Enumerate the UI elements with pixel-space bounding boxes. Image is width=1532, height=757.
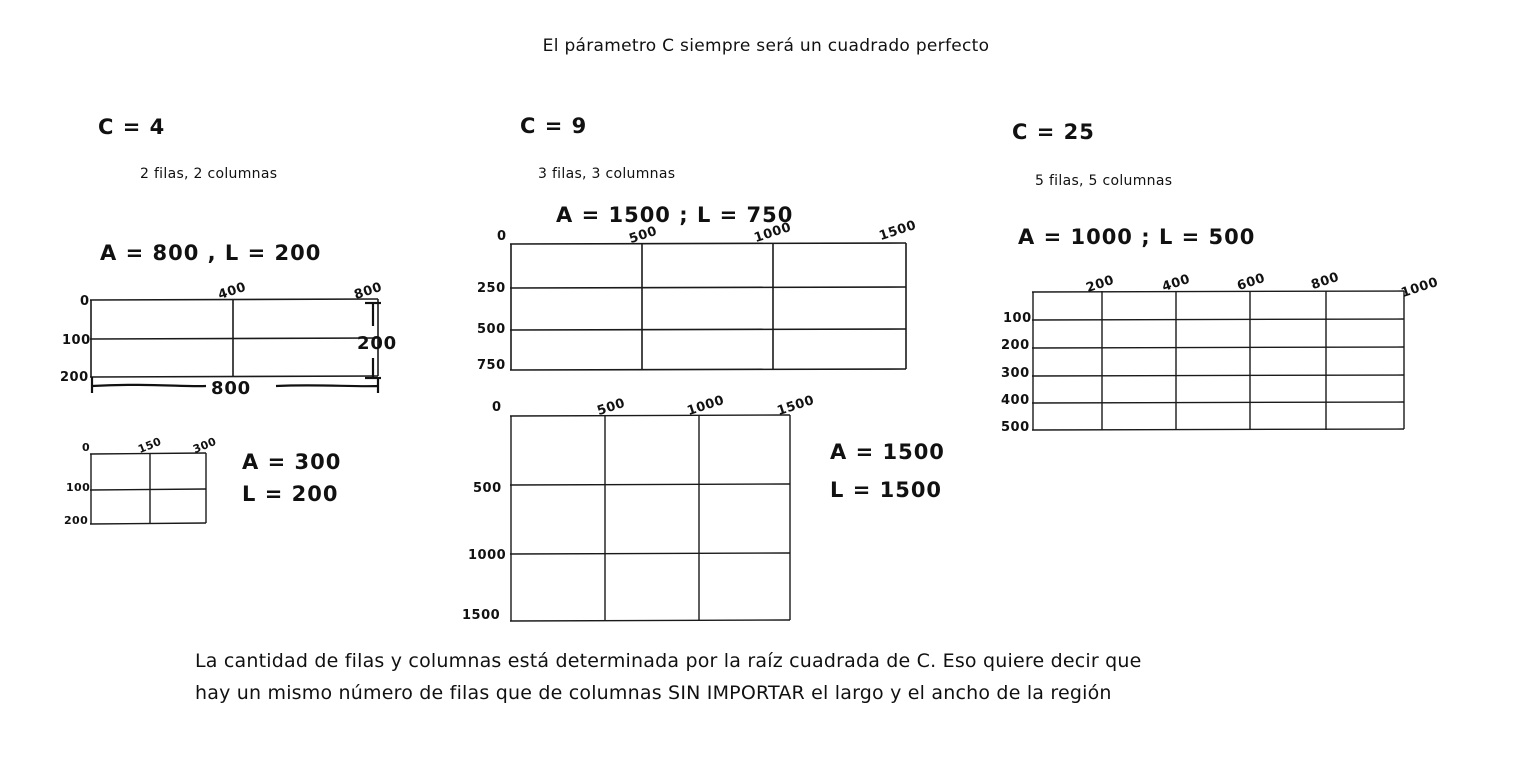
- tick-x-c4b-150: 150: [136, 434, 164, 456]
- tick-x-c9a-0: 0: [497, 229, 507, 244]
- case-label-c25: C = 25: [1012, 120, 1095, 144]
- tick-x-c4a-400: 400: [216, 279, 249, 303]
- tick-y-c9b-1000: 1000: [468, 548, 507, 563]
- tick-y-c4a-200: 200: [60, 370, 89, 385]
- tick-y-c4b-100: 100: [66, 481, 91, 494]
- grid-dims-c9b-a: A = 1500: [830, 440, 945, 464]
- tick-y-c25-100: 100: [1003, 311, 1032, 326]
- case-subtitle-c4: 2 filas, 2 columnas: [140, 166, 278, 182]
- tick-y-c25-400: 400: [1001, 393, 1030, 408]
- grid-c9-1500x750: [508, 240, 913, 378]
- footer-line-2: hay un mismo número de filas que de columnas SIN IMPORTAR el largo y el ancho de la región: [195, 682, 1112, 704]
- tick-x-c25-400: 400: [1160, 271, 1193, 295]
- tick-x-c25-600: 600: [1235, 270, 1268, 294]
- tick-x-c9b-500: 500: [595, 395, 628, 419]
- page-title: El párametro C siempre será un cuadrado perfecto: [542, 36, 990, 56]
- tick-x-c4a-0: 0: [80, 294, 90, 309]
- tick-x-c9b-0: 0: [492, 400, 502, 415]
- tick-x-c25-1000: 1000: [1399, 274, 1441, 301]
- tick-y-c25-300: 300: [1001, 366, 1030, 381]
- case-label-c9: C = 9: [520, 114, 588, 138]
- tick-y-c9b-1500: 1500: [462, 608, 501, 623]
- grid-c4-800x200: [88, 295, 388, 385]
- width-label-c4a: 800: [211, 378, 251, 399]
- height-label-c4a: 200: [357, 333, 397, 354]
- tick-y-c25-200: 200: [1001, 338, 1030, 353]
- tick-y-c4a-100: 100: [62, 333, 91, 348]
- grid-c4-300x200: [88, 450, 218, 530]
- grid-dims-c4-a: A = 800 , L = 200: [100, 241, 322, 265]
- tick-y-c4b-200: 200: [64, 514, 89, 527]
- tick-x-c9a-500: 500: [627, 223, 660, 247]
- tick-x-c4b-300: 300: [191, 434, 219, 456]
- tick-x-c9b-1000: 1000: [685, 392, 727, 419]
- grid-dims-c4b-a: A = 300: [242, 450, 342, 474]
- tick-x-c25-200: 200: [1084, 272, 1117, 296]
- tick-y-c9b-500: 500: [473, 481, 502, 496]
- tick-x-c9a-1500: 1500: [877, 217, 919, 244]
- tick-x-c4a-800: 800: [352, 279, 385, 303]
- footer-text: [195, 645, 1345, 709]
- tick-y-c25-500: 500: [1001, 420, 1030, 435]
- grid-c25-1000x500: [1030, 288, 1412, 436]
- tick-y-c9a-500: 500: [477, 322, 506, 337]
- grid-c9-1500x1500: [508, 412, 798, 627]
- grid-dims-c4b-l: L = 200: [242, 482, 339, 506]
- case-subtitle-c9: 3 filas, 3 columnas: [538, 166, 676, 182]
- case-label-c4: C = 4: [98, 115, 166, 139]
- tick-x-c4b-0: 0: [82, 441, 91, 454]
- case-subtitle-c25: 5 filas, 5 columnas: [1035, 173, 1173, 189]
- tick-x-c9b-1500: 1500: [775, 392, 817, 419]
- tick-y-c9a-250: 250: [477, 281, 506, 296]
- tick-y-c9a-750: 750: [477, 358, 506, 373]
- tick-x-c25-800: 800: [1309, 269, 1342, 293]
- grid-dims-c9b-l: L = 1500: [830, 478, 943, 502]
- footer-line-1: La cantidad de filas y columnas está determinada por la raíz cuadrada de C. Eso quiere decir que: [195, 650, 1142, 672]
- grid-dims-c9-a: A = 1500 ; L = 750: [556, 203, 794, 227]
- tick-x-c9a-1000: 1000: [752, 219, 794, 246]
- grid-dims-c25-a: A = 1000 ; L = 500: [1018, 225, 1256, 249]
